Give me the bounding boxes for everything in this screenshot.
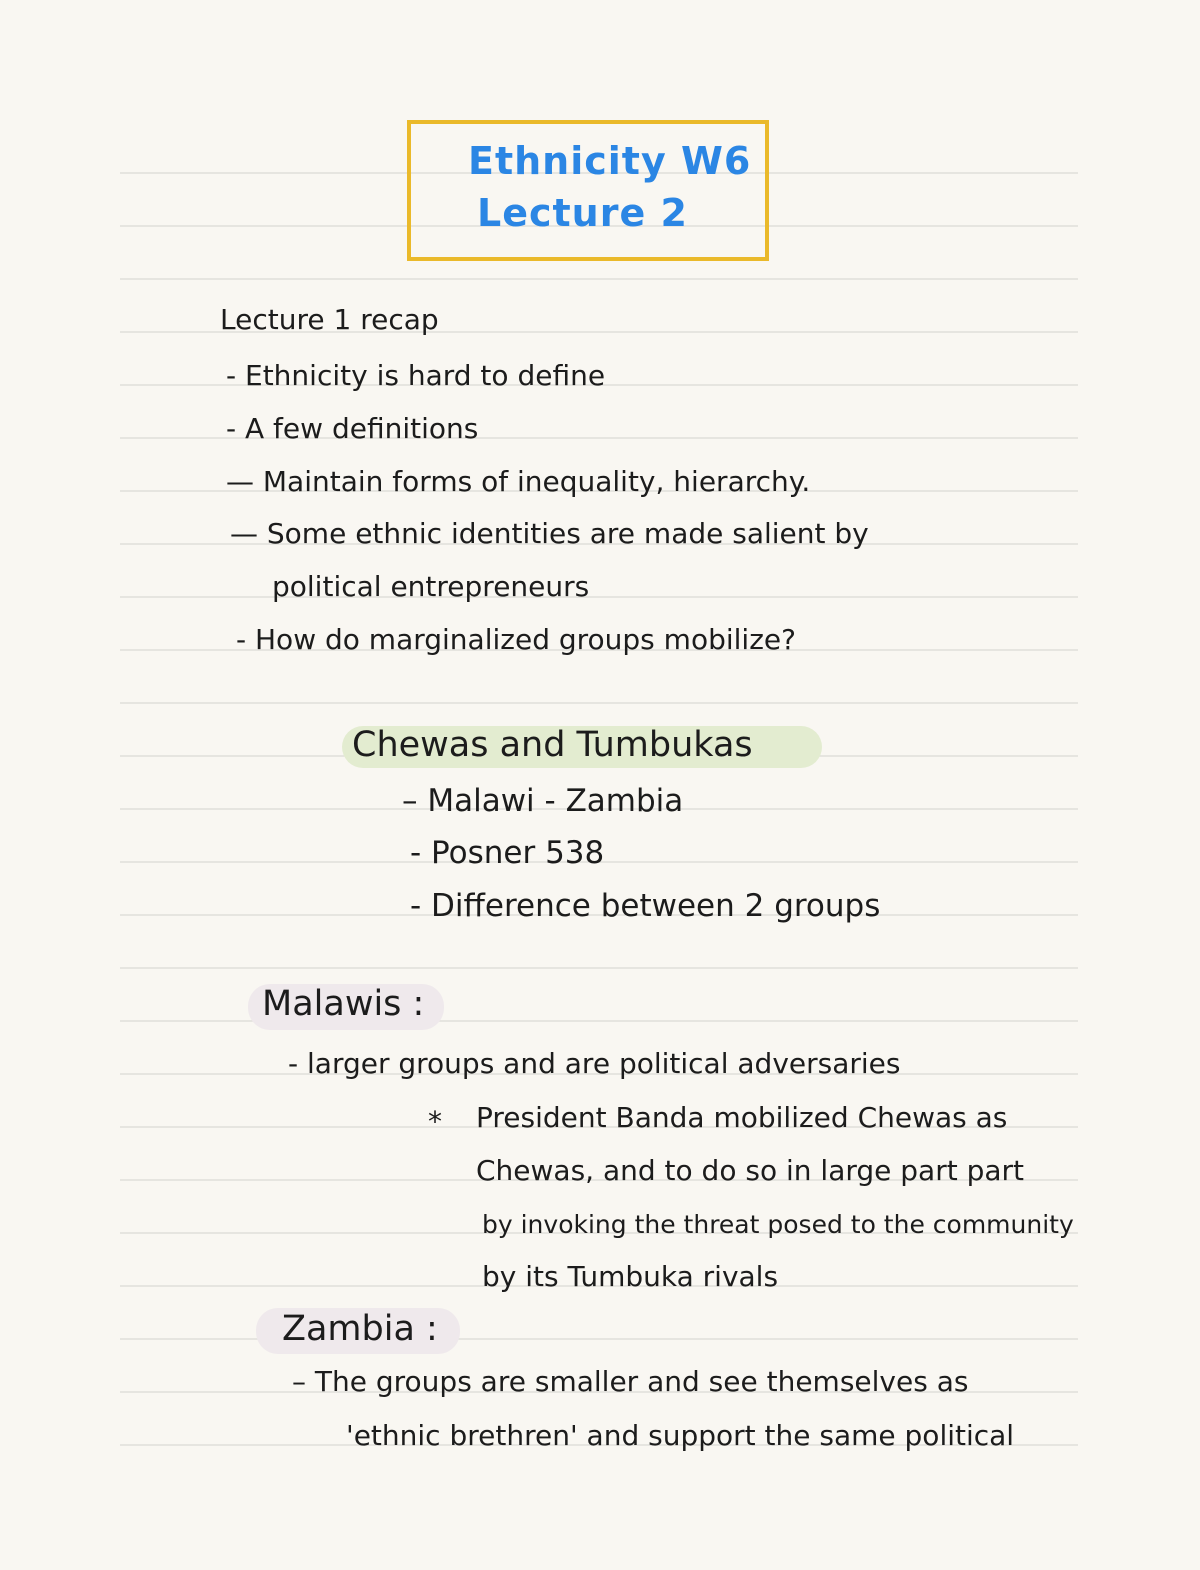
malawis-point: - larger groups and are political adversaries: [288, 1047, 901, 1080]
zambia-line-2: 'ethnic brethren' and support the same political: [346, 1419, 1015, 1452]
recap-item-4: — Some ethnic identities are made salient by: [230, 517, 869, 550]
chewas-item-2: - Posner 538: [410, 835, 605, 871]
recap-item-1: - Ethnicity is hard to define: [226, 359, 606, 392]
title-line-1: Ethnicity W6: [468, 139, 752, 183]
recap-item-3: — Maintain forms of inequality, hierarchy.: [226, 465, 811, 498]
malawis-heading: Malawis :: [262, 984, 425, 1024]
malawis-sub-line-3: by invoking the threat posed to the community: [482, 1210, 1074, 1239]
zambia-line-1: – The groups are smaller and see themselves as: [292, 1365, 969, 1398]
recap-item-5: - How do marginalized groups mobilize?: [236, 623, 796, 656]
chewas-item-1: – Malawi - Zambia: [402, 783, 684, 819]
zambia-heading: Zambia :: [282, 1309, 438, 1349]
malawis-star: *: [428, 1105, 442, 1138]
title-line-2: Lecture 2: [477, 191, 688, 235]
chewas-item-3: - Difference between 2 groups: [410, 888, 881, 924]
title-box: [407, 120, 769, 261]
recap-heading: Lecture 1 recap: [220, 303, 439, 336]
malawis-sub-line-4: by its Tumbuka rivals: [482, 1260, 779, 1293]
recap-item-4-continued: political entrepreneurs: [272, 570, 590, 603]
recap-item-2: - A few definitions: [226, 412, 479, 445]
chewas-heading: Chewas and Tumbukas: [352, 725, 753, 765]
malawis-sub-line-2: Chewas, and to do so in large part part: [476, 1154, 1025, 1187]
malawis-sub-line-1: President Banda mobilized Chewas as: [476, 1101, 1008, 1134]
